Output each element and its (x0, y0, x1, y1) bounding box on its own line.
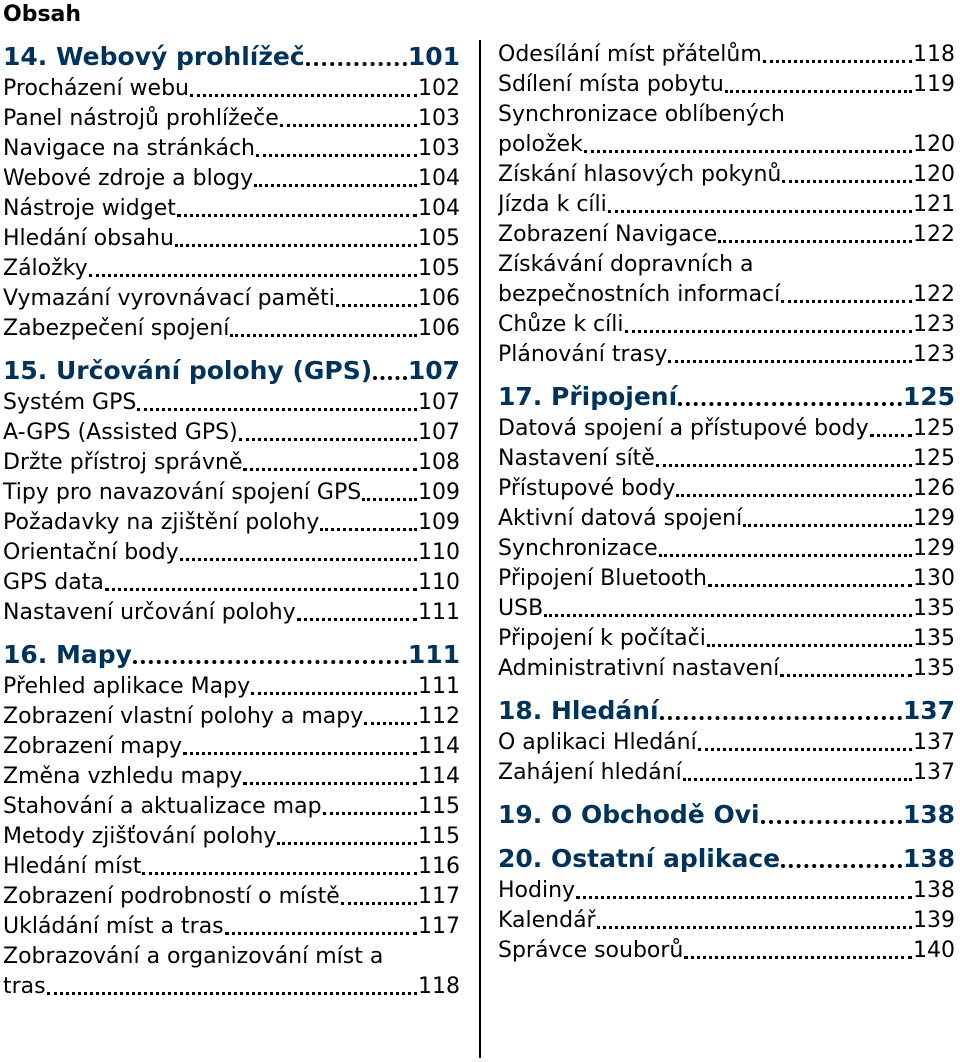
dot-leader (870, 434, 912, 437)
entry-title: Připojení k počítači (498, 626, 706, 651)
dot-leader (239, 438, 417, 441)
dot-leader (142, 872, 417, 875)
dot-leader (584, 150, 912, 153)
toc-section (498, 798, 955, 832)
toc-entry[interactable] (3, 792, 460, 822)
toc-entry[interactable] (498, 624, 955, 654)
entry-title: Procházení webu (3, 76, 189, 101)
chapter-title: 20. Ostatní aplikace (498, 844, 781, 873)
dot-leader (180, 558, 417, 561)
toc-entry[interactable] (3, 134, 460, 164)
toc-entry[interactable] (498, 220, 955, 250)
toc-right-column (498, 40, 955, 966)
entry-title: Jízda k cíli (498, 192, 607, 217)
toc-entry[interactable] (498, 906, 955, 936)
entry-page-number: 137 (913, 730, 955, 755)
toc-entry[interactable] (498, 474, 955, 504)
dot-leader (668, 360, 912, 363)
dot-leader (761, 820, 902, 824)
entry-title: Metody zjišťování polohy (3, 824, 277, 849)
dot-leader (659, 554, 912, 557)
toc-entry[interactable] (498, 758, 955, 788)
entry-page-number: 115 (418, 794, 460, 819)
entry-title: Administrativní nastavení (498, 656, 780, 681)
toc-chapter-heading[interactable] (3, 354, 460, 388)
dot-leader (277, 842, 417, 845)
entry-page-number: 139 (913, 908, 955, 933)
entry-title: Správce souborů (498, 938, 684, 963)
entry-title: Zobrazení Navigace (498, 222, 718, 247)
entry-title: O aplikaci Hledání (498, 730, 697, 755)
entry-page-number: 123 (913, 342, 955, 367)
entry-title: Synchronizace (498, 536, 658, 561)
column-divider (479, 40, 481, 1058)
chapter-title: 19. O Obchodě Ovi (498, 800, 760, 829)
entry-page-number: 116 (418, 854, 460, 879)
toc-entry[interactable] (3, 882, 460, 912)
entry-page-number: 129 (913, 506, 955, 531)
chapter-title: 14. Webový prohlížeč (3, 42, 305, 71)
toc-chapter-heading[interactable] (3, 638, 460, 672)
dot-leader (336, 304, 417, 307)
chapter-page-number: 107 (407, 356, 460, 385)
entry-title: Plánování trasy (498, 342, 668, 367)
dot-leader (230, 334, 417, 337)
toc-entry[interactable] (3, 284, 460, 314)
entry-page-number: 107 (418, 390, 460, 415)
toc-entry[interactable] (3, 478, 460, 508)
toc-chapter-heading[interactable] (498, 842, 955, 876)
entry-title: Zobrazení mapy (3, 734, 183, 759)
entry-title: Hledání obsahu (3, 226, 174, 251)
dot-leader (597, 926, 912, 929)
dot-leader (306, 62, 407, 66)
toc-entry[interactable] (498, 340, 955, 370)
entry-title: Přístupové body (498, 476, 676, 501)
entry-page-number: 120 (913, 162, 955, 187)
entry-title: Požadavky na zjištění polohy (3, 510, 320, 535)
entry-title: Zobrazení vlastní polohy a mapy (3, 704, 364, 729)
entry-title: Hledání míst (3, 854, 142, 879)
entry-title: Držte přístroj správně (3, 450, 243, 475)
entry-page-number: 122 (913, 222, 955, 247)
toc-entry[interactable] (498, 936, 955, 966)
entry-page-number: 104 (418, 196, 460, 221)
dot-leader (323, 812, 417, 815)
dot-leader (544, 614, 912, 617)
entry-title: Přehled aplikace Mapy (3, 674, 251, 699)
entry-page-number: 110 (418, 570, 460, 595)
toc-chapter-heading[interactable] (498, 798, 955, 832)
toc-entry[interactable] (3, 598, 460, 628)
dot-leader (320, 528, 417, 531)
dot-leader (373, 376, 407, 380)
toc-chapter-heading[interactable] (498, 694, 955, 728)
chapter-page-number: 138 (902, 844, 955, 873)
chapter-title: 15. Určování polohy (GPS) (3, 356, 373, 385)
entry-page-number: 123 (913, 312, 955, 337)
dot-leader (254, 184, 417, 187)
dot-leader (105, 588, 417, 591)
dot-leader (743, 524, 912, 527)
entry-page-number: 121 (913, 192, 955, 217)
dot-leader (137, 408, 417, 411)
entry-page-number: 130 (913, 566, 955, 591)
entry-page-number: 138 (913, 878, 955, 903)
dot-leader (183, 752, 417, 755)
chapter-title: 17. Připojení (498, 382, 678, 411)
entry-page-number: 104 (418, 166, 460, 191)
entry-title: Kalendář (498, 908, 596, 933)
toc-entry[interactable] (498, 444, 955, 474)
toc-entry[interactable] (498, 100, 955, 160)
entry-title: A-GPS (Assisted GPS) (3, 420, 238, 445)
entry-page-number: 118 (913, 42, 955, 67)
chapter-title: 16. Mapy (3, 640, 132, 669)
entry-page-number: 103 (418, 106, 460, 131)
entry-page-number: 119 (913, 72, 955, 97)
entry-title: Zobrazení podrobností o místě (3, 884, 340, 909)
dot-leader (625, 330, 913, 333)
toc-entry[interactable] (3, 388, 460, 418)
toc-entry[interactable] (3, 314, 460, 344)
toc-entry[interactable] (498, 504, 955, 534)
entry-page-number: 105 (418, 256, 460, 281)
entry-page-number: 135 (913, 626, 955, 651)
entry-page-number: 103 (418, 136, 460, 161)
toc-section (498, 694, 955, 788)
dot-leader (660, 716, 902, 720)
entry-page-number: 120 (913, 132, 955, 157)
entry-title: Stahování a aktualizace map (3, 794, 322, 819)
dot-leader (683, 778, 912, 781)
entry-title: Nastavení určování polohy (3, 600, 296, 625)
entry-title-continuation-line (498, 130, 955, 160)
toc-entry[interactable] (498, 160, 955, 190)
entry-title: Nástroje widget (3, 196, 176, 221)
entry-title: Odesílání míst přátelům (498, 42, 762, 67)
entry-page-number: 114 (418, 734, 460, 759)
toc-entry[interactable] (3, 164, 460, 194)
entry-title: Zahájení hledání (498, 760, 682, 785)
entry-page-number: 112 (418, 704, 460, 729)
entry-page-number: 106 (418, 286, 460, 311)
entry-page-number: 117 (418, 884, 460, 909)
entry-page-number: 106 (418, 316, 460, 341)
entry-title: Sdílení místa pobytu (498, 72, 724, 97)
entry-title-continuation: tras (3, 974, 46, 999)
dot-leader (362, 498, 417, 501)
dot-leader (608, 210, 912, 213)
dot-leader (341, 902, 417, 905)
entry-title: Získávání dopravních a (498, 252, 754, 277)
entry-title: Chůze k cíli (498, 312, 624, 337)
entry-page-number: 140 (913, 938, 955, 963)
dot-leader (243, 782, 417, 785)
entry-title: Získání hlasových pokynů (498, 162, 782, 187)
toc-entry[interactable] (3, 538, 460, 568)
entry-page-number: 105 (418, 226, 460, 251)
dot-leader (656, 464, 912, 467)
toc-entry[interactable] (498, 728, 955, 758)
dot-leader (780, 674, 912, 677)
entry-title: Nastavení sítě (498, 446, 655, 471)
entry-page-number: 135 (913, 596, 955, 621)
entry-page-number: 135 (913, 656, 955, 681)
entry-page-number: 122 (913, 282, 955, 307)
entry-page-number: 107 (418, 420, 460, 445)
toc-entry[interactable] (3, 194, 460, 224)
entry-title: GPS data (3, 570, 104, 595)
toc-entry[interactable] (498, 654, 955, 684)
toc-left-column (3, 40, 460, 1002)
dot-leader (676, 494, 912, 497)
toc-entry[interactable] (498, 414, 955, 444)
entry-title: Záložky (3, 256, 88, 281)
entry-title: Zobrazování a organizování míst a (3, 944, 384, 969)
page-title: Obsah (3, 2, 82, 27)
toc-section (498, 842, 955, 966)
dot-leader (781, 864, 902, 868)
toc-entry[interactable] (3, 254, 460, 284)
chapter-page-number: 101 (407, 42, 460, 71)
chapter-page-number: 138 (902, 800, 955, 829)
dot-leader (763, 60, 912, 63)
entry-title: Panel nástrojů prohlížeče (3, 106, 279, 131)
toc-entry[interactable] (498, 534, 955, 564)
chapter-page-number: 125 (902, 382, 955, 411)
dot-leader (576, 896, 912, 899)
entry-page-number: 129 (913, 536, 955, 561)
dot-leader (708, 584, 912, 587)
entry-page-number: 137 (913, 760, 955, 785)
entry-title: USB (498, 596, 544, 621)
toc-chapter-heading[interactable] (3, 40, 460, 74)
dot-leader (133, 660, 407, 664)
entry-page-number: 114 (418, 764, 460, 789)
toc-entry[interactable] (498, 876, 955, 906)
chapter-page-number: 137 (902, 696, 955, 725)
toc-entry[interactable] (498, 70, 955, 100)
toc-section (498, 380, 955, 684)
toc-section (3, 638, 460, 1002)
entry-title: Webové zdroje a blogy (3, 166, 254, 191)
toc-entry[interactable] (3, 672, 460, 702)
dot-leader (280, 124, 417, 127)
entry-title-continuation: bezpečnostních informací (498, 282, 781, 307)
dot-leader (718, 240, 912, 243)
entry-title: Vymazání vyrovnávací paměti (3, 286, 335, 311)
dot-leader (782, 180, 912, 183)
toc-section (3, 40, 460, 344)
chapter-page-number: 111 (407, 640, 460, 669)
entry-page-number: 118 (418, 974, 460, 999)
toc-entry[interactable] (3, 448, 460, 478)
dot-leader (364, 722, 417, 725)
toc-entry[interactable] (3, 418, 460, 448)
entry-title: Datová spojení a přístupové body (498, 416, 869, 441)
entry-title: Systém GPS (3, 390, 137, 415)
entry-title: Tipy pro navazování spojení GPS (3, 480, 362, 505)
entry-title: Aktivní datová spojení (498, 506, 743, 531)
dot-leader (256, 154, 417, 157)
toc-entry[interactable] (3, 732, 460, 762)
toc-section (3, 354, 460, 628)
entry-page-number: 126 (913, 476, 955, 501)
dot-leader (243, 468, 417, 471)
entry-page-number: 125 (913, 416, 955, 441)
entry-title: Hodiny (498, 878, 576, 903)
toc-entry[interactable] (498, 250, 955, 310)
dot-leader (781, 300, 912, 303)
entry-page-number: 109 (418, 480, 460, 505)
entry-title: Změna vzhledu mapy (3, 764, 243, 789)
dot-leader (175, 244, 417, 247)
entry-page-number: 111 (418, 674, 460, 699)
toc-section (498, 40, 955, 370)
toc-entry[interactable] (498, 190, 955, 220)
toc-entry[interactable] (498, 310, 955, 340)
dot-leader (707, 644, 912, 647)
toc-entry[interactable] (3, 508, 460, 538)
dot-leader (251, 692, 417, 695)
entry-title: Orientační body (3, 540, 179, 565)
entry-title: Ukládání míst a tras (3, 914, 224, 939)
toc-entry[interactable] (3, 104, 460, 134)
dot-leader (177, 214, 417, 217)
entry-title-continuation-line (3, 972, 460, 1002)
entry-page-number: 117 (418, 914, 460, 939)
dot-leader (725, 90, 912, 93)
entry-page-number: 108 (418, 450, 460, 475)
dot-leader (225, 932, 417, 935)
entry-page-number: 110 (418, 540, 460, 565)
entry-title: Zabezpečení spojení (3, 316, 230, 341)
dot-leader (89, 274, 417, 277)
entry-page-number: 111 (418, 600, 460, 625)
entry-page-number: 115 (418, 824, 460, 849)
toc-chapter-heading[interactable] (498, 380, 955, 414)
dot-leader (190, 94, 417, 97)
entry-title: Připojení Bluetooth (498, 566, 707, 591)
toc-entry[interactable] (3, 912, 460, 942)
toc-entry[interactable] (3, 762, 460, 792)
entry-page-number: 109 (418, 510, 460, 535)
toc-entry[interactable] (3, 702, 460, 732)
toc-entry[interactable] (498, 594, 955, 624)
toc-entry[interactable] (3, 852, 460, 882)
entry-title: Synchronizace oblíbených (498, 102, 785, 127)
toc-entry[interactable] (3, 942, 460, 1002)
entry-page-number: 125 (913, 446, 955, 471)
dot-leader (678, 402, 902, 406)
dot-leader (297, 618, 417, 621)
toc-entry[interactable] (3, 74, 460, 104)
entry-title: Navigace na stránkách (3, 136, 255, 161)
dot-leader (698, 748, 912, 751)
entry-page-number: 102 (418, 76, 460, 101)
toc-entry[interactable] (3, 822, 460, 852)
dot-leader (47, 992, 417, 995)
chapter-title: 18. Hledání (498, 696, 659, 725)
dot-leader (684, 956, 912, 959)
toc-entry[interactable] (498, 40, 955, 70)
toc-entry[interactable] (3, 568, 460, 598)
toc-entry[interactable] (3, 224, 460, 254)
toc-entry[interactable] (498, 564, 955, 594)
entry-title-continuation-line (498, 280, 955, 310)
entry-title-continuation: položek (498, 132, 583, 157)
